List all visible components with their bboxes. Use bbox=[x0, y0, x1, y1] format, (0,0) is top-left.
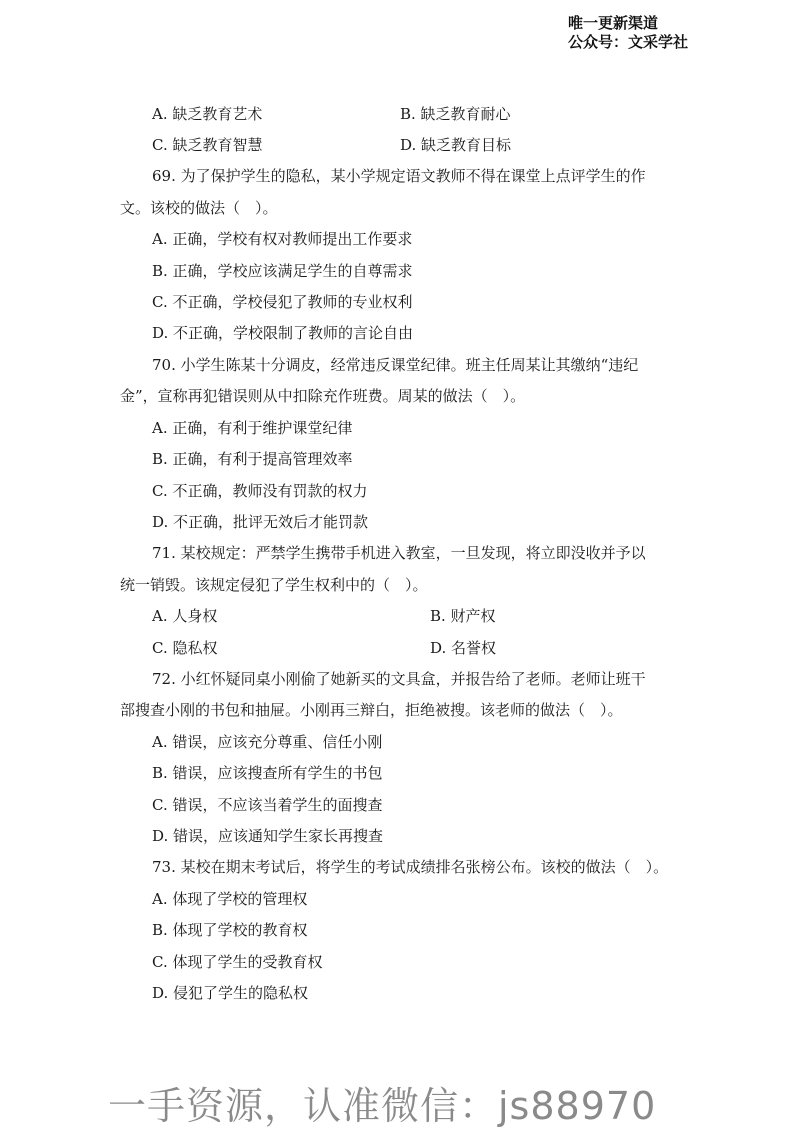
q72-option-b: B. 错误，应该搜查所有学生的书包 bbox=[152, 764, 383, 782]
q73-stem-line-1: 73. 某校在期末考试后，将学生的考试成绩排名张榜公布。该校的做法（ ）。 bbox=[152, 858, 669, 876]
q72-option-a: A. 错误，应该充分尊重、信任小刚 bbox=[152, 733, 383, 751]
q69-option-b: B. 正确，学校应该满足学生的自尊需求 bbox=[152, 262, 413, 280]
q70-stem-line-1: 70. 小学生陈某十分调皮，经常违反课堂纪律。班主任周某让其缴纳“违纪 bbox=[152, 356, 639, 374]
q68-option-b: B. 缺乏教育耐心 bbox=[400, 105, 511, 123]
q72-stem-line-1: 72. 小红怀疑同桌小刚偷了她新买的文具盒，并报告给了老师。老师让班干 bbox=[152, 670, 646, 688]
q70-stem-line-2: 金”，宣称再犯错误则从中扣除充作班费。周某的做法（ ）。 bbox=[120, 387, 526, 405]
q69-option-a: A. 正确，学校有权对教师提出工作要求 bbox=[152, 230, 413, 248]
q73-option-b: B. 体现了学校的教育权 bbox=[152, 921, 308, 939]
q70-option-c: C. 不正确，教师没有罚款的权力 bbox=[152, 482, 368, 500]
q71-stem-line-1: 71. 某校规定：严禁学生携带手机进入教室，一旦发现，将立即没收并予以 bbox=[152, 544, 646, 562]
q72-option-d: D. 错误，应该通知学生家长再搜查 bbox=[152, 827, 384, 845]
q71-stem-line-2: 统一销毁。该规定侵犯了学生权利中的（ ）。 bbox=[120, 576, 428, 594]
header-watermark bbox=[568, 14, 688, 52]
q70-option-a: A. 正确，有利于维护课堂纪律 bbox=[152, 419, 353, 437]
q69-stem-line-2: 文。该校的做法（ ）。 bbox=[120, 199, 278, 217]
q72-option-c: C. 错误，不应该当着学生的面搜查 bbox=[152, 796, 383, 814]
header-line-2: 公众号：文采学社 bbox=[568, 33, 689, 51]
q71-option-c: C. 隐私权 bbox=[152, 639, 218, 657]
q73-option-d: D. 侵犯了学生的隐私权 bbox=[152, 984, 309, 1002]
q68-option-d: D. 缺乏教育目标 bbox=[400, 136, 512, 154]
q71-option-a: A. 人身权 bbox=[152, 607, 218, 625]
q71-option-b: B. 财产权 bbox=[430, 607, 496, 625]
footer-watermark: 一手资源，认准微信：js88970 bbox=[108, 1084, 657, 1128]
q73-option-a: A. 体现了学校的管理权 bbox=[152, 890, 308, 908]
q70-option-b: B. 正确，有利于提高管理效率 bbox=[152, 450, 353, 468]
q71-option-d: D. 名誉权 bbox=[430, 639, 497, 657]
q73-option-c: C. 体现了学生的受教育权 bbox=[152, 953, 323, 971]
q69-option-d: D. 不正确，学校限制了教师的言论自由 bbox=[152, 324, 414, 342]
q70-option-d: D. 不正确，批评无效后才能罚款 bbox=[152, 513, 369, 531]
q68-option-c: C. 缺乏教育智慧 bbox=[152, 136, 263, 154]
q72-stem-line-2: 部搜查小刚的书包和抽屉。小刚再三辩白，拒绝被搜。该老师的做法（ ）。 bbox=[120, 701, 623, 719]
q68-option-a: A. 缺乏教育艺术 bbox=[152, 105, 263, 123]
q69-option-c: C. 不正确，学校侵犯了教师的专业权利 bbox=[152, 293, 413, 311]
header-line-1: 唯一更新渠道 bbox=[568, 14, 659, 32]
q69-stem-line-1: 69. 为了保护学生的隐私，某小学规定语文教师不得在课堂上点评学生的作 bbox=[152, 167, 646, 185]
